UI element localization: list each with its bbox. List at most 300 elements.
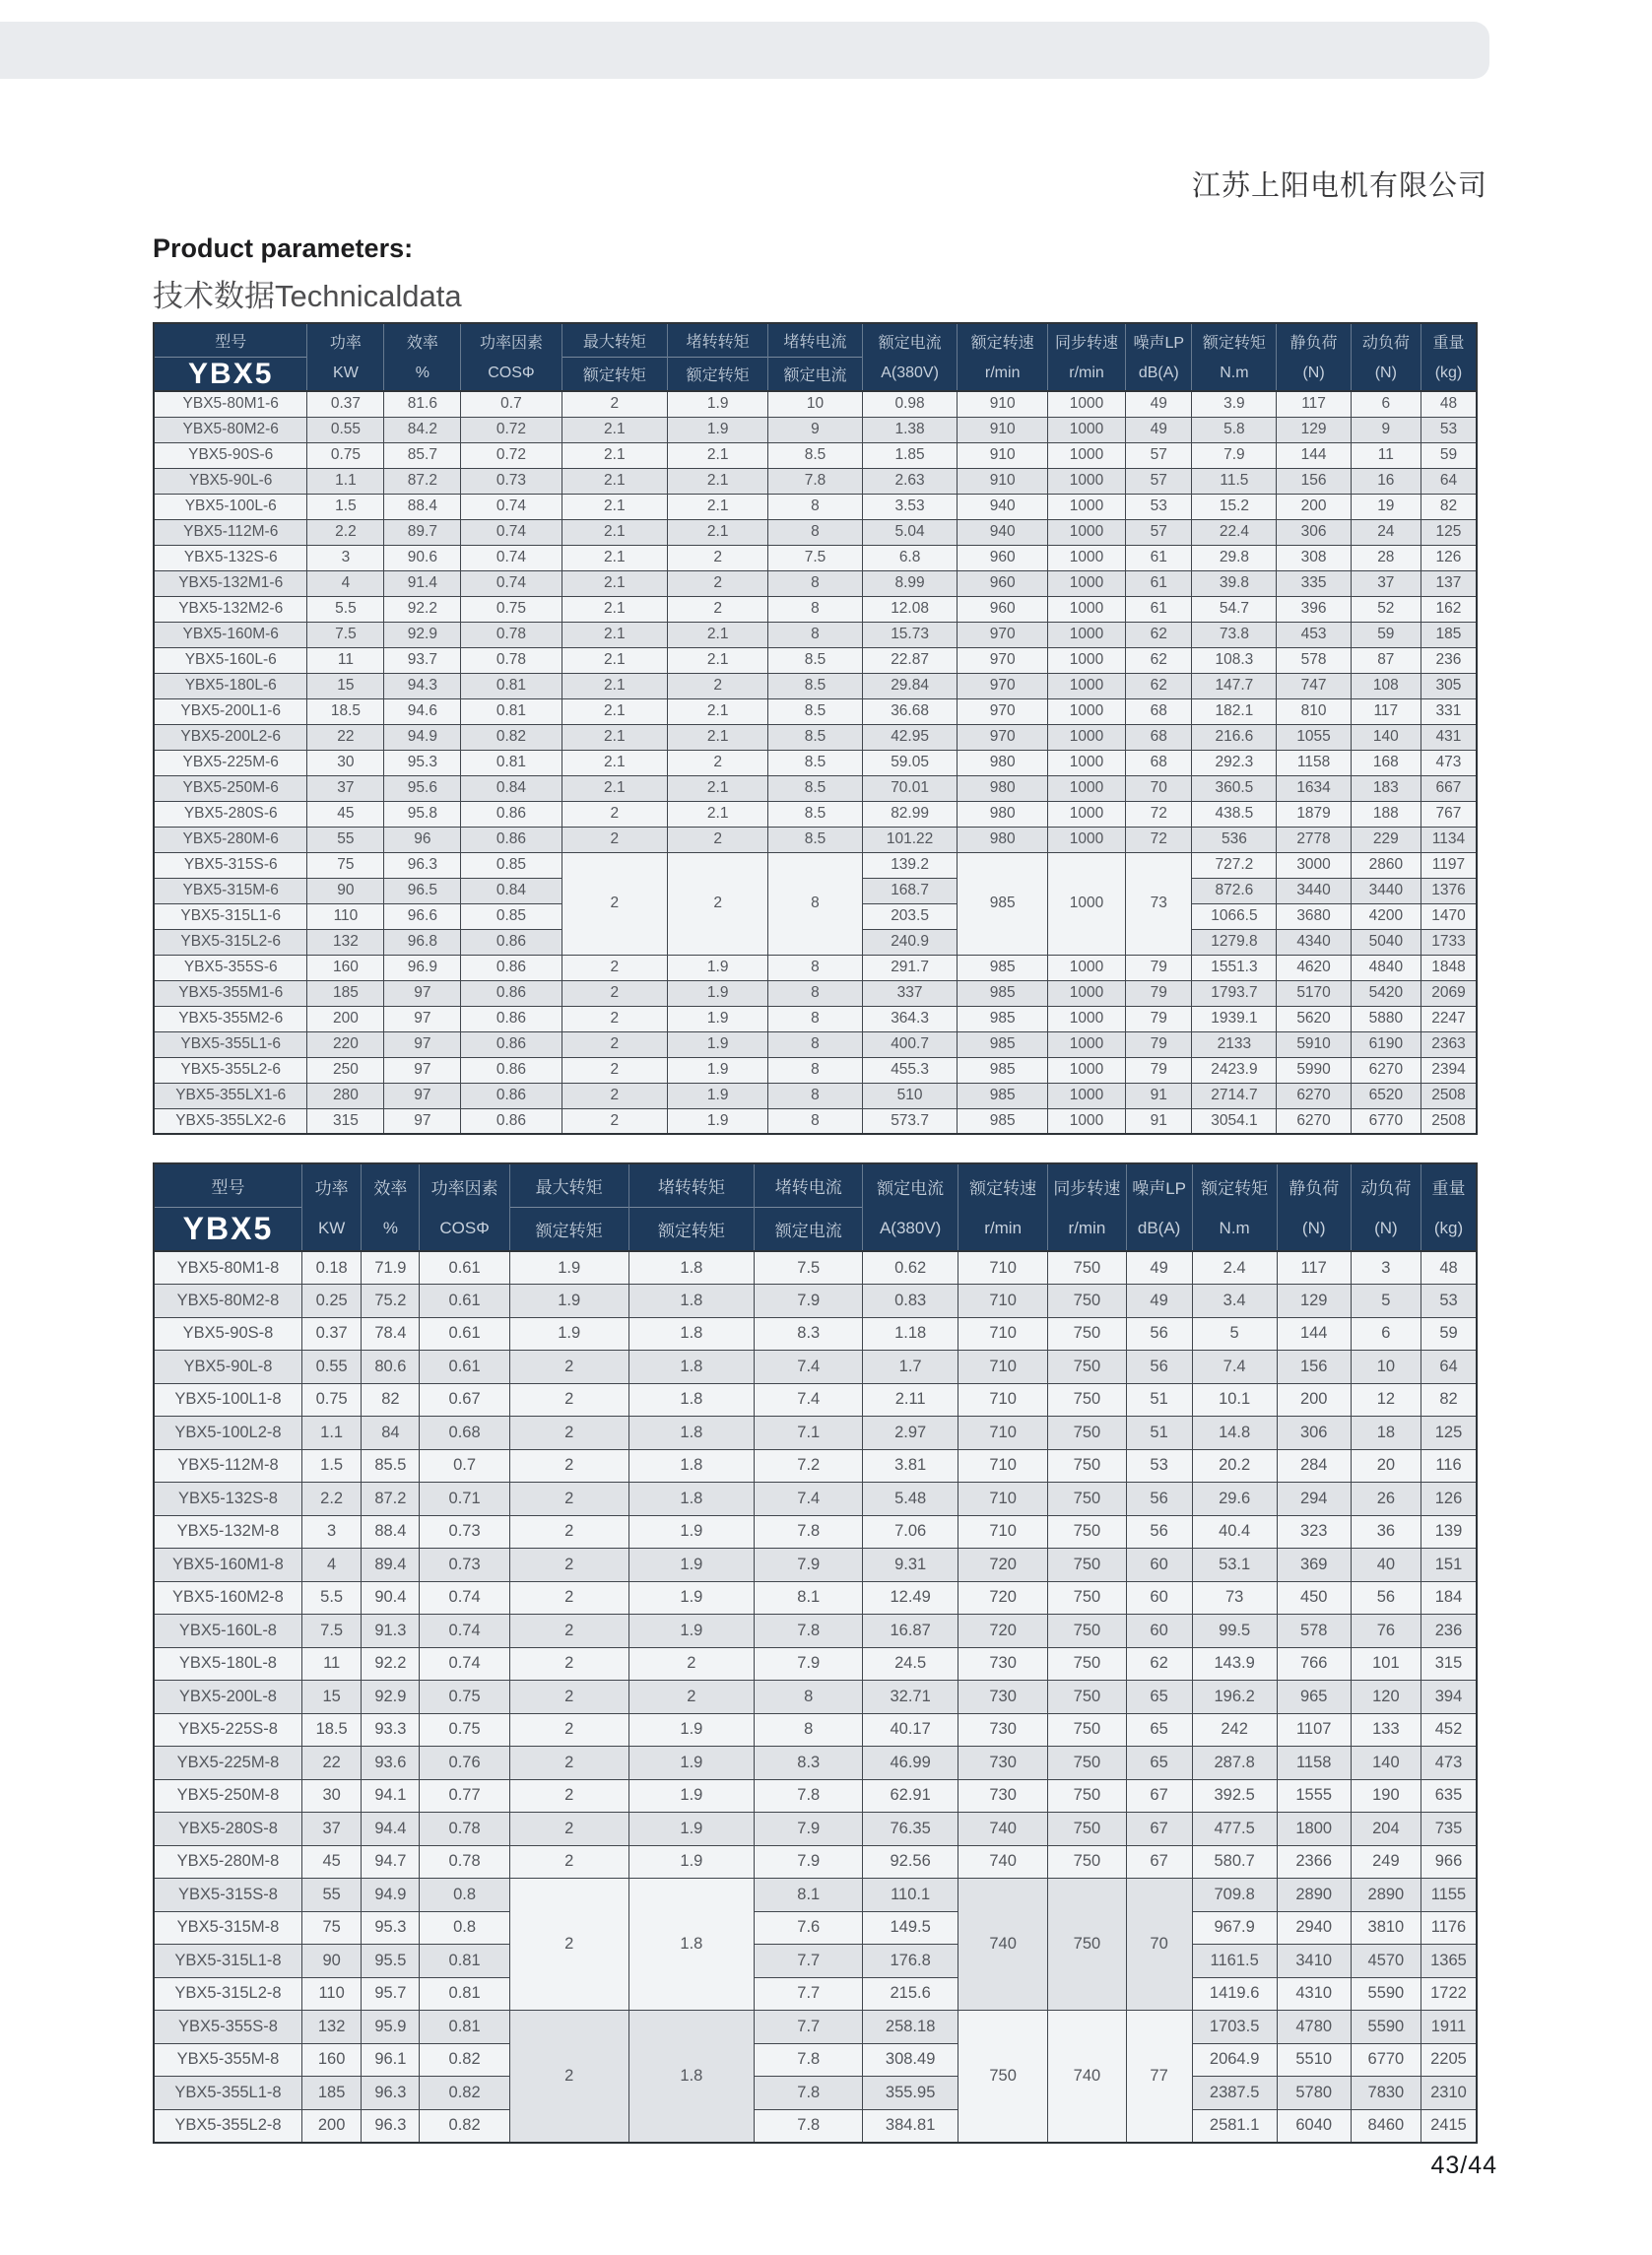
value-cell: 1911 xyxy=(1421,2011,1477,2044)
value-cell: 249 xyxy=(1351,1845,1421,1879)
value-cell: 156 xyxy=(1277,468,1351,494)
value-cell: 2 xyxy=(628,1681,755,1714)
value-cell: 0.68 xyxy=(420,1417,509,1450)
value-cell: 88.4 xyxy=(384,494,461,519)
value-cell: 2778 xyxy=(1277,827,1351,852)
value-cell: 87 xyxy=(1351,647,1421,673)
table-row xyxy=(154,622,1477,647)
value-cell: 5040 xyxy=(1351,929,1421,955)
value-cell: 8.1 xyxy=(755,1581,863,1615)
value-cell: 91.4 xyxy=(384,570,461,596)
value-cell: 0.86 xyxy=(461,827,562,852)
model-cell: YBX5-90L-6 xyxy=(154,468,307,494)
value-cell: 117 xyxy=(1277,1251,1351,1285)
value-cell: 61 xyxy=(1126,596,1192,622)
value-cell: 95.7 xyxy=(362,1977,420,2011)
value-cell: 8.5 xyxy=(768,698,862,724)
value-cell: 1066.5 xyxy=(1192,903,1277,929)
value-cell: 750 xyxy=(1048,1681,1126,1714)
value-cell: 4200 xyxy=(1351,903,1421,929)
value-cell: 750 xyxy=(1048,1449,1126,1483)
value-cell: 5420 xyxy=(1351,980,1421,1006)
table-row xyxy=(154,1351,1477,1384)
value-cell: 67 xyxy=(1126,1779,1192,1813)
header-cell: 效率 % xyxy=(362,1163,420,1251)
value-cell: 2.1 xyxy=(562,570,668,596)
value-cell: 455.3 xyxy=(862,1057,958,1083)
value-cell: 8 xyxy=(768,1031,862,1057)
value-cell: 6.8 xyxy=(862,545,958,570)
value-cell: 8 xyxy=(768,519,862,545)
model-cell: YBX5-355LX1-6 xyxy=(154,1083,307,1108)
value-cell: 1134 xyxy=(1421,827,1477,852)
value-cell: 2.1 xyxy=(562,468,668,494)
value-cell: 3.4 xyxy=(1192,1285,1277,1318)
value-cell: 6270 xyxy=(1277,1108,1351,1134)
value-cell: 3054.1 xyxy=(1192,1108,1277,1134)
value-cell: 5.48 xyxy=(863,1483,958,1516)
value-cell: 8 xyxy=(768,1006,862,1031)
model-cell: YBX5-280M-6 xyxy=(154,827,307,852)
value-cell: 96.3 xyxy=(362,2077,420,2110)
value-cell: 1376 xyxy=(1421,878,1477,903)
value-cell: 18.5 xyxy=(307,698,384,724)
model-cell: YBX5-160M1-8 xyxy=(154,1549,301,1582)
value-cell: 0.7 xyxy=(420,1449,509,1483)
value-cell: 1.9 xyxy=(509,1285,628,1318)
value-cell: 0.81 xyxy=(461,750,562,775)
value-cell: 117 xyxy=(1277,391,1351,417)
value-cell: 60 xyxy=(1126,1615,1192,1648)
value-cell: 1.8 xyxy=(628,1449,755,1483)
value-cell: 49 xyxy=(1126,1251,1192,1285)
value-cell: 400.7 xyxy=(862,1031,958,1057)
value-cell: 740 xyxy=(958,1813,1047,1846)
value-cell: 144 xyxy=(1277,1317,1351,1351)
value-cell: 4310 xyxy=(1277,1977,1351,2011)
value-cell: 6190 xyxy=(1351,1031,1421,1057)
value-cell: 5590 xyxy=(1351,1977,1421,2011)
value-cell: 1279.8 xyxy=(1192,929,1277,955)
value-cell: 7.8 xyxy=(755,2109,863,2143)
value-cell: 2 xyxy=(509,1581,628,1615)
value-cell: 730 xyxy=(958,1747,1047,1780)
value-cell: 96.3 xyxy=(362,2109,420,2143)
model-cell: YBX5-112M-8 xyxy=(154,1449,301,1483)
value-cell: 1158 xyxy=(1277,750,1351,775)
value-cell: 2 xyxy=(509,1713,628,1747)
value-cell: 5990 xyxy=(1277,1057,1351,1083)
value-cell: 635 xyxy=(1421,1779,1477,1813)
value-cell: 1000 xyxy=(1047,673,1125,698)
value-cell: 364.3 xyxy=(862,1006,958,1031)
value-cell: 337 xyxy=(862,980,958,1006)
value-cell: 24.5 xyxy=(863,1647,958,1681)
value-cell: 79 xyxy=(1126,1057,1192,1083)
value-cell: 6770 xyxy=(1351,2043,1421,2077)
value-cell: 8.5 xyxy=(768,647,862,673)
value-cell: 1.9 xyxy=(509,1251,628,1285)
value-cell: 910 xyxy=(958,391,1047,417)
table-row xyxy=(154,596,1477,622)
value-cell: 0.83 xyxy=(863,1285,958,1318)
value-cell: 1703.5 xyxy=(1192,2011,1277,2044)
value-cell: 96.1 xyxy=(362,2043,420,2077)
value-cell: 92.2 xyxy=(384,596,461,622)
value-cell: 59 xyxy=(1421,442,1477,468)
table-row xyxy=(154,647,1477,673)
value-cell: 2 xyxy=(509,1647,628,1681)
value-cell: 79 xyxy=(1126,980,1192,1006)
value-cell: 720 xyxy=(958,1615,1047,1648)
value-cell: 10.1 xyxy=(1192,1383,1277,1417)
value-cell: 7.9 xyxy=(1192,442,1277,468)
model-cell: YBX5-355S-8 xyxy=(154,2011,301,2044)
value-cell: 4340 xyxy=(1277,929,1351,955)
value-cell: 20.2 xyxy=(1192,1449,1277,1483)
value-cell: 0.78 xyxy=(461,647,562,673)
value-cell: 14.8 xyxy=(1192,1417,1277,1450)
value-cell: 37 xyxy=(307,775,384,801)
value-cell: 10 xyxy=(1351,1351,1421,1384)
value-cell: 108.3 xyxy=(1192,647,1277,673)
value-cell: 2.1 xyxy=(562,545,668,570)
value-cell: 55 xyxy=(307,827,384,852)
value-cell: 2 xyxy=(509,1515,628,1549)
table-row xyxy=(154,775,1477,801)
value-cell: 1733 xyxy=(1421,929,1477,955)
value-cell: 2940 xyxy=(1277,1911,1351,1945)
value-cell: 280 xyxy=(307,1083,384,1108)
header-cell: 动负荷 (N) xyxy=(1351,323,1421,391)
value-cell: 2 xyxy=(668,545,768,570)
value-cell: 4 xyxy=(301,1549,361,1582)
value-cell: 126 xyxy=(1421,545,1477,570)
value-cell: 139.2 xyxy=(862,852,958,878)
value-cell: 120 xyxy=(1351,1681,1421,1714)
value-cell: 1419.6 xyxy=(1192,1977,1277,2011)
value-cell: 2.2 xyxy=(307,519,384,545)
value-cell: 2 xyxy=(668,750,768,775)
value-cell: 1555 xyxy=(1277,1779,1351,1813)
value-cell: 966 xyxy=(1421,1845,1477,1879)
value-cell: 710 xyxy=(958,1417,1047,1450)
value-cell: 87.2 xyxy=(362,1483,420,1516)
value-cell: 84.2 xyxy=(384,417,461,442)
value-cell: 1161.5 xyxy=(1192,1945,1277,1978)
value-cell: 6270 xyxy=(1351,1057,1421,1083)
model-cell: YBX5-355M1-6 xyxy=(154,980,307,1006)
value-cell: 24 xyxy=(1351,519,1421,545)
value-cell: 162 xyxy=(1421,596,1477,622)
header-cell: 重量 (kg) xyxy=(1421,1163,1477,1251)
value-cell: 5880 xyxy=(1351,1006,1421,1031)
value-cell: 22 xyxy=(307,724,384,750)
table-row xyxy=(154,570,1477,596)
value-cell: 3 xyxy=(307,545,384,570)
header-cell: 动负荷 (N) xyxy=(1351,1163,1421,1251)
value-cell: 2 xyxy=(509,1879,628,2011)
value-cell: 960 xyxy=(958,570,1047,596)
value-cell: 0.81 xyxy=(420,1977,509,2011)
value-cell: 3680 xyxy=(1277,903,1351,929)
value-cell: 980 xyxy=(958,750,1047,775)
value-cell: 176.8 xyxy=(863,1945,958,1978)
value-cell: 60 xyxy=(1126,1581,1192,1615)
value-cell: 1155 xyxy=(1421,1879,1477,1912)
value-cell: 57 xyxy=(1126,442,1192,468)
value-cell: 93.7 xyxy=(384,647,461,673)
value-cell: 750 xyxy=(1048,1647,1126,1681)
value-cell: 0.86 xyxy=(461,1108,562,1134)
value-cell: 1.8 xyxy=(628,1417,755,1450)
model-cell: YBX5-132M1-6 xyxy=(154,570,307,596)
header-cell: 同步转速 r/min xyxy=(1047,323,1125,391)
spec-table-8pole-wrapper xyxy=(153,1162,1478,2144)
model-cell: YBX5-180L-8 xyxy=(154,1647,301,1681)
value-cell: 40.17 xyxy=(863,1713,958,1747)
value-cell: 750 xyxy=(1048,1383,1126,1417)
value-cell: 7830 xyxy=(1351,2077,1421,2110)
value-cell: 89.7 xyxy=(384,519,461,545)
value-cell: 1000 xyxy=(1047,955,1125,980)
value-cell: 92.56 xyxy=(863,1845,958,1879)
value-cell: 360.5 xyxy=(1192,775,1277,801)
value-cell: 110 xyxy=(301,1977,361,2011)
value-cell: 335 xyxy=(1277,570,1351,596)
value-cell: 6 xyxy=(1351,1317,1421,1351)
value-cell: 750 xyxy=(1048,1845,1126,1879)
value-cell: 1000 xyxy=(1047,750,1125,775)
value-cell: 15.2 xyxy=(1192,494,1277,519)
value-cell: 1000 xyxy=(1047,468,1125,494)
value-cell: 0.55 xyxy=(307,417,384,442)
header-cell: 额定转速 r/min xyxy=(958,323,1047,391)
value-cell: 139 xyxy=(1421,1515,1477,1549)
value-cell: 2 xyxy=(509,1417,628,1450)
table-row xyxy=(154,1285,1477,1318)
value-cell: 0.85 xyxy=(461,903,562,929)
value-cell: 11 xyxy=(307,647,384,673)
value-cell: 90.6 xyxy=(384,545,461,570)
value-cell: 1.9 xyxy=(628,1515,755,1549)
table-row xyxy=(154,1083,1477,1108)
value-cell: 0.74 xyxy=(461,570,562,596)
value-cell: 2.1 xyxy=(668,647,768,673)
value-cell: 750 xyxy=(1048,1483,1126,1516)
value-cell: 95.3 xyxy=(362,1911,420,1945)
value-cell: 985 xyxy=(958,1031,1047,1057)
value-cell: 188 xyxy=(1351,801,1421,827)
value-cell: 1.9 xyxy=(668,1006,768,1031)
value-cell: 960 xyxy=(958,596,1047,622)
value-cell: 65 xyxy=(1126,1747,1192,1780)
value-cell: 2.2 xyxy=(301,1483,361,1516)
value-cell: 970 xyxy=(958,673,1047,698)
value-cell: 1.8 xyxy=(628,1879,755,2011)
value-cell: 85.7 xyxy=(384,442,461,468)
value-cell: 8 xyxy=(768,1057,862,1083)
value-cell: 710 xyxy=(958,1317,1047,1351)
value-cell: 710 xyxy=(958,1483,1047,1516)
value-cell: 0.61 xyxy=(420,1317,509,1351)
value-cell: 985 xyxy=(958,1006,1047,1031)
value-cell: 108 xyxy=(1351,673,1421,698)
header-cell: 功率因素 COSΦ xyxy=(461,323,562,391)
model-cell: YBX5-315M-6 xyxy=(154,878,307,903)
value-cell: 750 xyxy=(1048,1615,1126,1648)
value-cell: 65 xyxy=(1126,1681,1192,1714)
value-cell: 1.9 xyxy=(628,1713,755,1747)
table-row xyxy=(154,545,1477,570)
value-cell: 970 xyxy=(958,622,1047,647)
value-cell: 95.5 xyxy=(362,1945,420,1978)
value-cell: 0.25 xyxy=(301,1285,361,1318)
header-cell: 额定转矩 N.m xyxy=(1192,323,1277,391)
value-cell: 95.3 xyxy=(384,750,461,775)
value-cell: 0.86 xyxy=(461,955,562,980)
value-cell: 1197 xyxy=(1421,852,1477,878)
table-row xyxy=(154,698,1477,724)
value-cell: 2.1 xyxy=(668,519,768,545)
table-row xyxy=(154,1945,1477,1978)
model-cell: YBX5-90S-8 xyxy=(154,1317,301,1351)
value-cell: 0.75 xyxy=(301,1383,361,1417)
value-cell: 12 xyxy=(1351,1383,1421,1417)
value-cell: 96 xyxy=(384,827,461,852)
value-cell: 1551.3 xyxy=(1192,955,1277,980)
value-cell: 452 xyxy=(1421,1713,1477,1747)
value-cell: 96.5 xyxy=(384,878,461,903)
value-cell: 1.5 xyxy=(301,1449,361,1483)
header-cell: 堵转转矩 额定转矩 xyxy=(668,323,768,391)
value-cell: 7.5 xyxy=(301,1615,361,1648)
value-cell: 710 xyxy=(958,1449,1047,1483)
table-row xyxy=(154,2043,1477,2077)
value-cell: 720 xyxy=(958,1549,1047,1582)
value-cell: 11.5 xyxy=(1192,468,1277,494)
value-cell: 315 xyxy=(307,1108,384,1134)
value-cell: 129 xyxy=(1277,1285,1351,1318)
value-cell: 8.99 xyxy=(862,570,958,596)
value-cell: 940 xyxy=(958,494,1047,519)
value-cell: 95.6 xyxy=(384,775,461,801)
model-cell: YBX5-225S-8 xyxy=(154,1713,301,1747)
value-cell: 68 xyxy=(1126,724,1192,750)
value-cell: 51 xyxy=(1126,1383,1192,1417)
header-cell: 功率 KW xyxy=(301,1163,361,1251)
model-cell: YBX5-80M1-6 xyxy=(154,391,307,417)
value-cell: 450 xyxy=(1277,1581,1351,1615)
value-cell: 3.81 xyxy=(863,1449,958,1483)
value-cell: 91 xyxy=(1126,1108,1192,1134)
value-cell: 4840 xyxy=(1351,955,1421,980)
value-cell: 220 xyxy=(307,1031,384,1057)
value-cell: 87.2 xyxy=(384,468,461,494)
value-cell: 97 xyxy=(384,1057,461,1083)
value-cell: 0.67 xyxy=(420,1383,509,1417)
value-cell: 2.63 xyxy=(862,468,958,494)
value-cell: 64 xyxy=(1421,1351,1477,1384)
value-cell: 8 xyxy=(768,494,862,519)
value-cell: 0.73 xyxy=(420,1549,509,1582)
page-subtitle: 技术数据Technicaldata xyxy=(153,279,462,313)
value-cell: 1000 xyxy=(1047,980,1125,1006)
value-cell: 2 xyxy=(509,1615,628,1648)
value-cell: 767 xyxy=(1421,801,1477,827)
value-cell: 97 xyxy=(384,980,461,1006)
value-cell: 985 xyxy=(958,852,1047,955)
value-cell: 1107 xyxy=(1277,1713,1351,1747)
value-cell: 5 xyxy=(1351,1285,1421,1318)
value-cell: 284 xyxy=(1277,1449,1351,1483)
value-cell: 1000 xyxy=(1047,827,1125,852)
value-cell: 12.08 xyxy=(862,596,958,622)
model-cell: YBX5-100L1-8 xyxy=(154,1383,301,1417)
value-cell: 0.85 xyxy=(461,852,562,878)
value-cell: 2 xyxy=(562,1057,668,1083)
page-title: Product parameters: xyxy=(153,233,414,263)
table-row xyxy=(154,1681,1477,1714)
value-cell: 0.18 xyxy=(301,1251,361,1285)
value-cell: 7.8 xyxy=(755,2077,863,2110)
value-cell: 1000 xyxy=(1047,442,1125,468)
value-cell: 2 xyxy=(562,391,668,417)
value-cell: 0.55 xyxy=(301,1351,361,1384)
value-cell: 1.9 xyxy=(628,1779,755,1813)
value-cell: 355.95 xyxy=(863,2077,958,2110)
header-row xyxy=(154,323,1477,391)
value-cell: 116 xyxy=(1421,1449,1477,1483)
value-cell: 184 xyxy=(1421,1581,1477,1615)
value-cell: 2714.7 xyxy=(1192,1083,1277,1108)
table-row xyxy=(154,673,1477,698)
value-cell: 182.1 xyxy=(1192,698,1277,724)
value-cell: 580.7 xyxy=(1192,1845,1277,1879)
value-cell: 750 xyxy=(1048,1251,1126,1285)
value-cell: 10 xyxy=(768,391,862,417)
value-cell: 55 xyxy=(301,1879,361,1912)
value-cell: 4620 xyxy=(1277,955,1351,980)
value-cell: 75 xyxy=(307,852,384,878)
value-cell: 477.5 xyxy=(1192,1813,1277,1846)
value-cell: 29.84 xyxy=(862,673,958,698)
value-cell: 0.8 xyxy=(420,1911,509,1945)
value-cell: 90 xyxy=(301,1945,361,1978)
model-cell: YBX5-315L1-8 xyxy=(154,1945,301,1978)
value-cell: 740 xyxy=(958,1879,1047,2011)
value-cell: 2508 xyxy=(1421,1108,1477,1134)
header-cell: 静负荷 (N) xyxy=(1277,323,1351,391)
table-row xyxy=(154,955,1477,980)
value-cell: 872.6 xyxy=(1192,878,1277,903)
table-row xyxy=(154,1317,1477,1351)
value-cell: 536 xyxy=(1192,827,1277,852)
value-cell: 91 xyxy=(1126,1083,1192,1108)
value-cell: 93.3 xyxy=(362,1713,420,1747)
value-cell: 62 xyxy=(1126,1647,1192,1681)
value-cell: 250 xyxy=(307,1057,384,1083)
value-cell: 97 xyxy=(384,1108,461,1134)
value-cell: 2.1 xyxy=(668,775,768,801)
value-cell: 73 xyxy=(1126,852,1192,955)
value-cell: 750 xyxy=(1048,1713,1126,1747)
value-cell: 980 xyxy=(958,827,1047,852)
value-cell: 810 xyxy=(1277,698,1351,724)
value-cell: 22.87 xyxy=(862,647,958,673)
model-cell: YBX5-160M-6 xyxy=(154,622,307,647)
spec-table-8pole xyxy=(153,1162,1478,2144)
